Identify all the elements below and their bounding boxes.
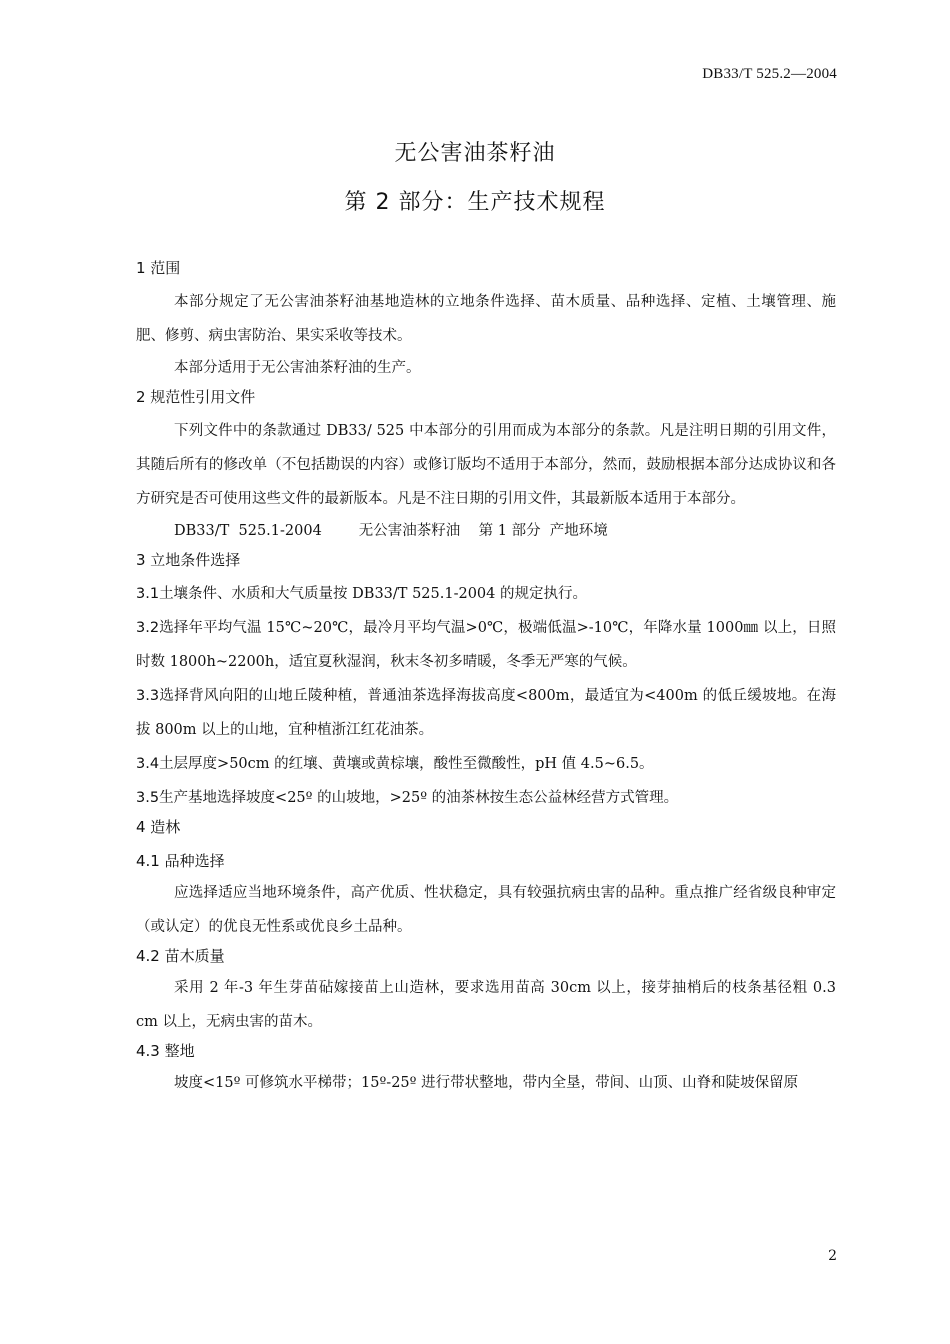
section-2-heading: 2 规范性引用文件	[136, 388, 256, 406]
clause-text: 生产基地选择坡度<25º 的山坡地，>25º 的油茶林按生态公益林经营方式管理。	[159, 790, 679, 806]
clause-number: 3.5	[136, 790, 160, 806]
clause-3-1	[136, 577, 836, 611]
section-4-2-heading: 4.2 苗木质量	[136, 947, 225, 965]
section-4-3-heading: 4.3 整地	[136, 1042, 195, 1060]
clause-3-5	[136, 781, 836, 815]
clause-number: 3.4	[136, 756, 160, 772]
section-2-paragraph: 下列文件中的条款通过 DB33/ 525 中本部分的引用而成为本部分的条款。凡是注明日期的引用文件，其随后所有的修改单（不包括勘误的内容）或修订版均不适用于本部分，然而，鼓励根据本部分达成协议和各方研究是否可使用这些文件的最新版本。凡是不注日期的引用文件，其最新版本适用于本部分。	[136, 423, 836, 507]
clause-3-4	[136, 747, 836, 781]
clause-3-2	[136, 611, 836, 679]
standard-number: DB33/T 525.2—2004	[702, 66, 837, 82]
clause-text: 选择年平均气温 15℃~20℃，最冷月平均气温>0℃，极端低温>-10℃，年降水量 1000㎜ 以上，日照时数 1800h~2200h，适宜夏秋湿润，秋末冬初多晴暖，冬季无严寒的气候。	[136, 620, 836, 670]
section-1-heading: 1 范围	[136, 259, 181, 277]
reference-code: DB33/T 525.1-2004	[174, 523, 322, 539]
clause-text: 土层厚度>50cm 的红壤、黄壤或黄棕壤，酸性至微酸性，pH 值 4.5~6.5。	[159, 756, 654, 772]
section-4-1-heading: 4.1 品种选择	[136, 852, 225, 870]
page-number: 2	[828, 1248, 837, 1264]
clause-3-3	[136, 679, 836, 747]
normative-reference	[136, 514, 836, 548]
clause-text: 土壤条件、水质和大气质量按 DB33/T 525.1-2004 的规定执行。	[159, 586, 587, 602]
section-4-3-paragraph: 坡度<15º 可修筑水平梯带；15º-25º 进行带状整地，带内全垦，带间、山顶、山脊和陡坡保留原	[174, 1075, 799, 1091]
document-title: 无公害油茶籽油	[394, 141, 556, 166]
section-1-paragraph-1: 本部分规定了无公害油茶籽油基地造林的立地条件选择、苗木质量、品种选择、定植、土壤管理、施肥、修剪、病虫害防治、果实采收等技术。	[136, 294, 836, 344]
section-4-2-paragraph: 采用 2 年-3 年生芽苗砧嫁接苗上山造林，要求选用苗高 30cm 以上，接芽抽梢后的枝条基径粗 0.3 cm 以上，无病虫害的苗木。	[136, 980, 836, 1030]
section-3-heading: 3 立地条件选择	[136, 551, 241, 569]
clause-text: 选择背风向阳的山地丘陵种植，普通油茶选择海拔高度<800m，最适宜为<400m 的低丘缓坡地。在海拔 800m 以上的山地，宜种植浙江红花油茶。	[136, 688, 836, 738]
clause-number: 3.2	[136, 620, 160, 636]
clause-number: 3.1	[136, 586, 160, 602]
document-subtitle: 第 2 部分：生产技术规程	[344, 190, 606, 215]
section-4-heading: 4 造林	[136, 818, 181, 836]
clause-number: 3.3	[136, 688, 160, 704]
reference-title: 无公害油茶籽油 第 1 部分 产地环境	[358, 523, 608, 539]
section-4-1-paragraph: 应选择适应当地环境条件，高产优质、性状稳定，具有较强抗病虫害的品种。重点推广经省级良种审定（或认定）的优良无性系或优良乡土品种。	[136, 885, 836, 935]
section-1-paragraph-2: 本部分适用于无公害油茶籽油的生产。	[174, 360, 421, 376]
document-body	[136, 258, 836, 1100]
